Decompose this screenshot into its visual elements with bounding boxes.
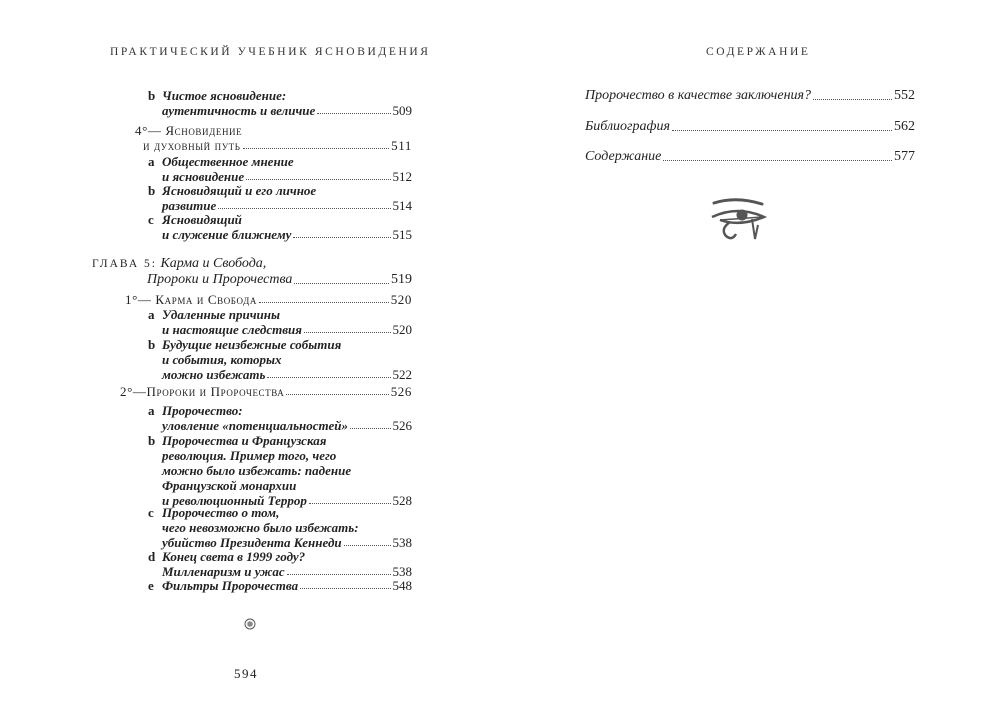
entry-title-line: и настоящие следствия: [162, 322, 302, 337]
entry-title: Библиография: [585, 119, 670, 134]
leader-dots: [287, 573, 391, 575]
entry-title-line: убийство Президента Кеннеди: [162, 535, 342, 550]
entry-label: a: [148, 403, 155, 418]
entry-title: Содержание: [585, 149, 662, 164]
page-ref: 552: [894, 88, 915, 103]
toc-section[interactable]: [120, 384, 412, 399]
toc-entry[interactable]: [148, 88, 412, 118]
toc-entry[interactable]: [148, 154, 412, 184]
toc-entry[interactable]: [148, 505, 412, 550]
entry-title-line: и революционный Террор: [162, 493, 307, 508]
page-ref: 577: [894, 149, 915, 164]
entry-label: b: [148, 88, 156, 103]
page-ref: 538: [392, 535, 412, 550]
eye-of-horus-icon: [708, 195, 770, 245]
running-head-left: ПРАКТИЧЕСКИЙ УЧЕБНИК ЯСНОВИДЕНИЯ: [110, 46, 431, 58]
entry-title-line: революция. Пример того, чего: [162, 448, 337, 463]
page-ref: 526: [392, 418, 412, 433]
leader-dots: [350, 427, 391, 429]
toc-entry[interactable]: [148, 337, 412, 382]
entry-label: a: [148, 154, 155, 169]
page-number: 594: [234, 666, 258, 681]
entry-title-line: Конец света в 1999 году?: [162, 549, 306, 564]
right-page: [500, 0, 1000, 710]
entry-title-line: Будущие неизбежные события: [162, 337, 342, 352]
entry-title-line: Общественное мнение: [162, 154, 294, 169]
entry-title-line: и ясновидение: [162, 169, 245, 184]
leader-dots: [300, 587, 390, 589]
page-ref: 512: [392, 169, 412, 184]
leader-dots: [304, 331, 391, 333]
entry-title-line: Пророчество о том,: [162, 505, 280, 520]
entry-title-line: можно избежать: [162, 367, 266, 382]
leader-dots: [267, 376, 390, 378]
ornament-icon: [244, 618, 256, 630]
leader-dots: [317, 112, 390, 114]
entry-title-line: и служение ближнему: [162, 227, 292, 242]
entry-label: c: [148, 505, 154, 520]
entry-title-line: Пророчества и Французская: [162, 433, 327, 448]
entry-title-line: уловление «потенциальностей»: [162, 418, 348, 433]
toc-entry[interactable]: [148, 433, 412, 508]
toc-entry[interactable]: [148, 403, 412, 433]
leader-dots: [218, 207, 390, 209]
leader-dots: [293, 236, 390, 238]
leader-dots: [286, 393, 388, 395]
entry-title-line: Карма и Свобода,: [160, 256, 267, 271]
running-head-right: СОДЕРЖАНИЕ: [706, 46, 811, 58]
entry-title-line: Пророчество:: [162, 403, 243, 418]
entry-title-line: Ясновидящий и его личное: [162, 183, 317, 198]
entry-label: b: [148, 183, 156, 198]
entry-title-line: Ясновидящий: [162, 212, 242, 227]
entry-title-line: Фильтры Пророчества: [162, 578, 299, 593]
page-ref: 562: [894, 119, 915, 134]
page-ref: 548: [392, 578, 412, 593]
entry-title-line: 4°— Ясновидение: [135, 123, 243, 138]
entry-title-line: развитие: [162, 198, 217, 213]
leader-dots: [294, 282, 389, 284]
entry-title-line: Милленаризм и ужас: [162, 564, 285, 579]
toc-entry[interactable]: [148, 578, 412, 593]
toc-section[interactable]: [125, 292, 412, 307]
entry-label: a: [148, 307, 155, 322]
entry-label: b: [148, 433, 156, 448]
chapter-label: ГЛАВА 5:: [92, 258, 157, 270]
leader-dots: [672, 129, 892, 131]
leader-dots: [663, 159, 892, 161]
page-ref: 526: [390, 384, 412, 399]
toc-entry[interactable]: [585, 119, 915, 135]
page-ref: 511: [391, 138, 412, 153]
leader-dots: [246, 178, 390, 180]
entry-title-line: и события, которых: [162, 352, 282, 367]
page-ref: 509: [392, 103, 412, 118]
entry-label: d: [148, 549, 156, 564]
toc-entry[interactable]: [148, 549, 412, 579]
entry-title: Пророчество в качестве заключения?: [585, 88, 812, 103]
entry-title-line: можно было избежать: падение: [162, 463, 352, 478]
entry-label: b: [148, 337, 156, 352]
entry-title-line: Французской монархии: [162, 478, 297, 493]
page-ref: 520: [392, 322, 412, 337]
entry-label: e: [148, 578, 154, 593]
entry-title-line: 2°—Пророки и Пророчества: [120, 384, 285, 399]
page-ref: 520: [390, 292, 412, 307]
page-ref: 528: [392, 493, 412, 508]
page-ref: 522: [392, 367, 412, 382]
entry-label: c: [148, 212, 154, 227]
entry-title-line: аутентичность и величие: [162, 103, 316, 118]
entry-title-line: 1°— Карма и Свобода: [125, 292, 257, 307]
leader-dots: [259, 301, 389, 303]
toc-entry[interactable]: [585, 88, 915, 104]
entry-title-line: Чистое ясновидение:: [162, 88, 287, 103]
toc-section[interactable]: [135, 123, 412, 153]
leader-dots: [344, 544, 391, 546]
entry-title-line: Удаленные причины: [162, 307, 280, 322]
toc-chapter[interactable]: [92, 256, 412, 288]
entry-title-line: и духовный путь: [143, 138, 241, 153]
leader-dots: [243, 147, 390, 149]
leader-dots: [813, 98, 892, 100]
toc-entry[interactable]: [148, 183, 412, 213]
page-ref: 519: [391, 272, 412, 287]
leader-dots: [309, 502, 391, 504]
page-ref: 515: [392, 227, 412, 242]
entry-title-line: чего невозможно было избежать:: [162, 520, 359, 535]
page-ref: 514: [392, 198, 412, 213]
toc-entry[interactable]: [148, 307, 412, 337]
page-ref: 538: [392, 564, 412, 579]
toc-entry[interactable]: [148, 212, 412, 242]
toc-entry[interactable]: [585, 149, 915, 165]
entry-title-line: Пророки и Пророчества: [147, 272, 293, 287]
